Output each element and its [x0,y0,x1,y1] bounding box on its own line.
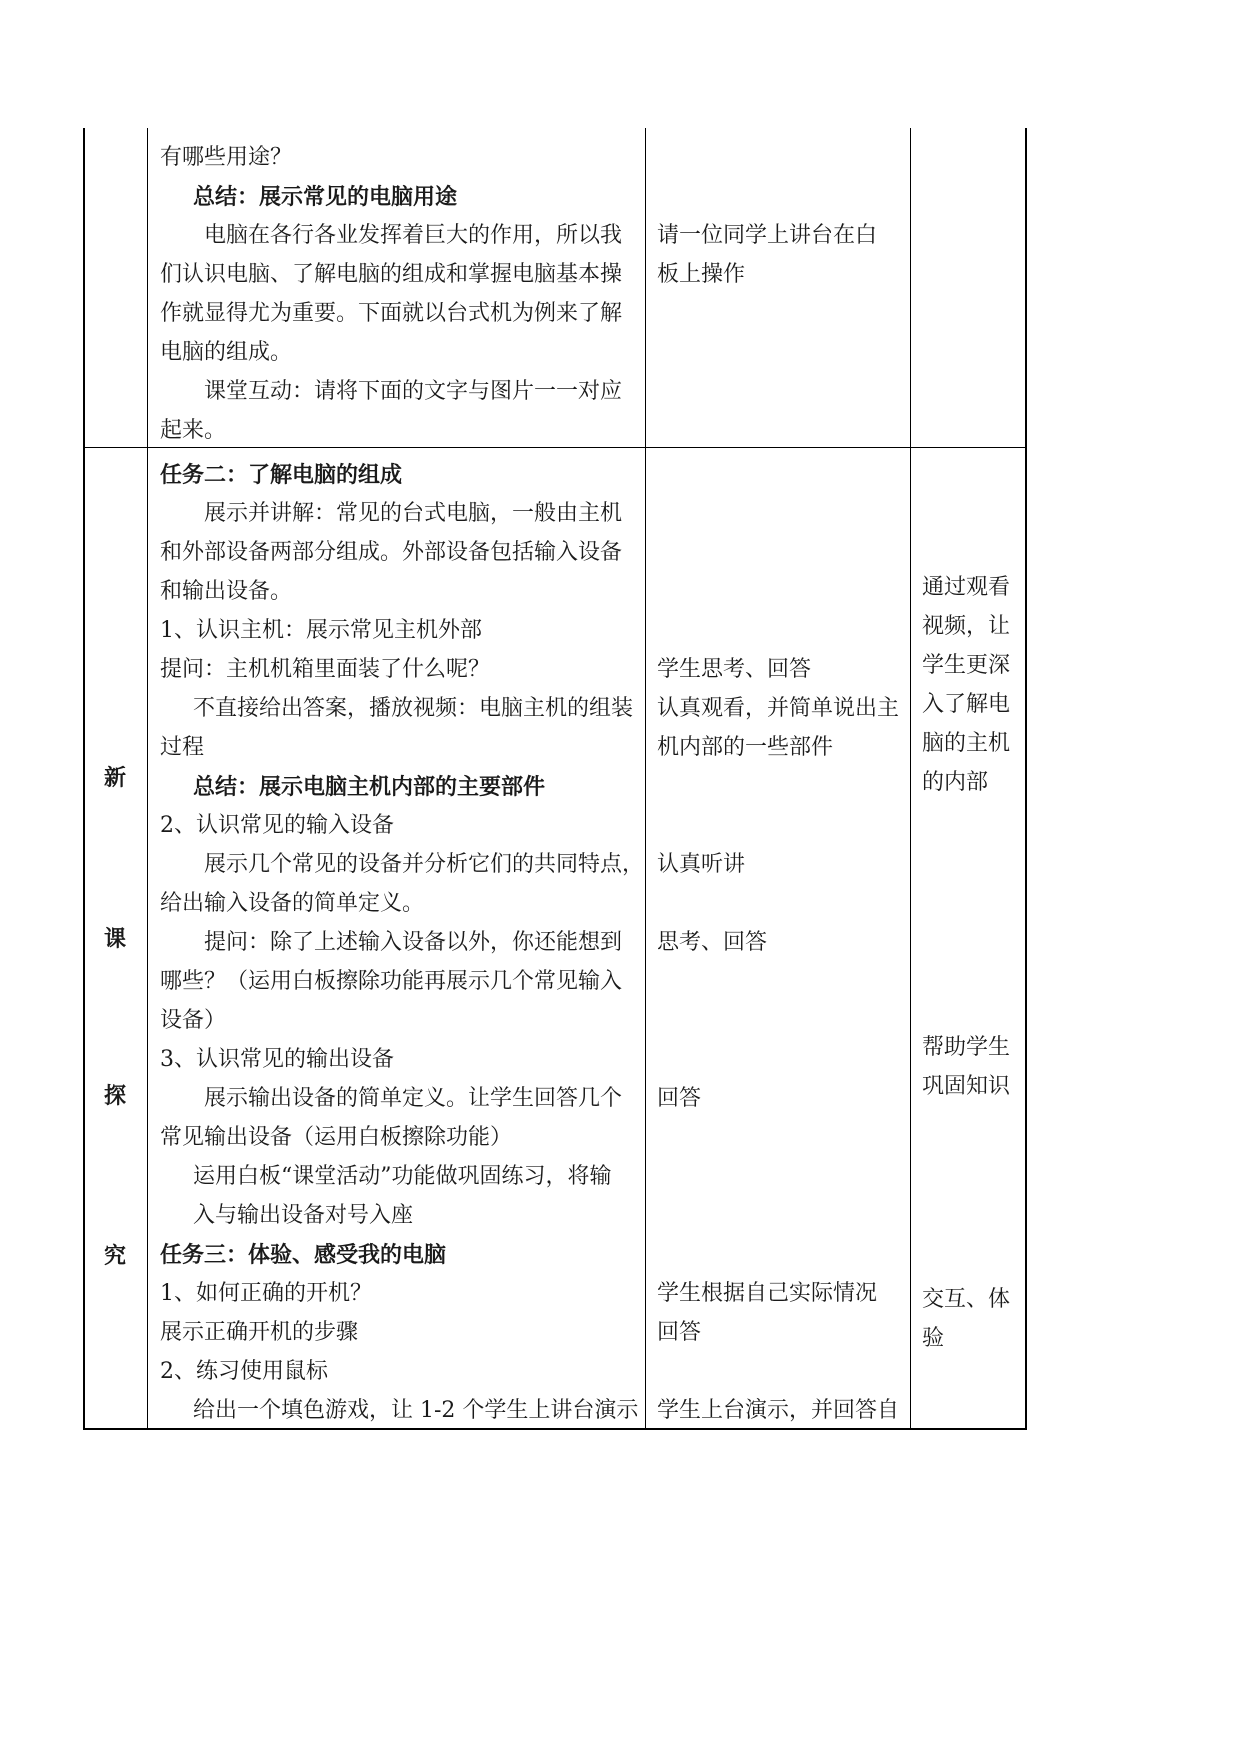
summary-heading: 总结：展示电脑主机内部的主要部件 [193,774,546,800]
text-line: 的内部 [922,770,989,795]
text-line: 思考、回答 [657,930,768,955]
text-line: 提问：主机机箱里面装了什么呢？ [160,657,491,682]
table-divider-1 [147,128,148,1430]
section-char: 探 [104,1083,127,1109]
summary-heading: 总结：展示常见的电脑用途 [193,184,458,210]
table-divider-2 [645,128,646,1430]
text-line: 入与输出设备对号入座 [193,1203,414,1228]
text-line: 巩固知识 [922,1074,1011,1099]
text-line: 3、认识常见的输出设备 [160,1047,394,1072]
text-line: 给出输入设备的简单定义。 [160,891,425,916]
text-line: 作就显得尤为重要。下面就以台式机为例来了解 [160,301,623,326]
text-line: 展示输出设备的简单定义。让学生回答几个 [204,1086,623,1111]
text-line: 回答 [657,1086,702,1111]
text-line: 认真观看，并简单说出主 [657,696,900,721]
text-line: 认真听讲 [657,852,746,877]
text-line: 展示并讲解：常见的台式电脑，一般由主机 [204,501,623,526]
text-line: 请一位同学上讲台在白 [657,223,878,248]
text-line: 们认识电脑、了解电脑的组成和掌握电脑基本操 [160,262,623,287]
text-line: 回答 [657,1320,702,1345]
text-line: 电脑在各行各业发挥着巨大的作用，所以我 [204,223,623,248]
text-line: 起来。 [160,418,227,443]
text-line: 验 [922,1326,945,1351]
text-line: 帮助学生 [922,1035,1011,1060]
text-line: 提问：除了上述输入设备以外，你还能想到 [204,930,623,955]
table-border-bottom [83,1428,1027,1430]
text-line: 给出一个填色游戏，让 1-2 个学生上讲台演示 [193,1398,639,1423]
text-line: 展示正确开机的步骤 [160,1320,359,1345]
text-line: 交互、体 [922,1287,1011,1312]
text-line: 1、认识主机：展示常见主机外部 [160,618,482,643]
text-line: 视频，让 [922,614,1011,639]
text-line: 电脑的组成。 [160,340,293,365]
text-line: 1、如何正确的开机？ [160,1281,372,1306]
text-line: 课堂互动：请将下面的文字与图片一一对应 [204,379,623,404]
text-line: 板上操作 [657,262,746,287]
text-line: 入了解电 [922,692,1011,717]
text-line: 学生上台演示，并回答自 [657,1398,900,1423]
table-border-right [1025,128,1027,1430]
text-line: 哪些？（运用白板擦除功能再展示几个常见输入 [160,969,623,994]
text-line: 机内部的一些部件 [657,735,834,760]
section-char: 究 [104,1243,127,1269]
text-line: 2、认识常见的输入设备 [160,813,394,838]
text-line: 脑的主机 [922,731,1011,756]
text-line: 2、练习使用鼠标 [160,1359,328,1384]
text-line: 和外部设备两部分组成。外部设备包括输入设备 [160,540,623,565]
text-line: 学生根据自己实际情况 [657,1281,878,1306]
text-line: 学生更深 [922,653,1011,678]
text-line: 设备） [160,1008,227,1033]
text-line: 通过观看 [922,575,1011,600]
table-divider-3 [910,128,911,1430]
section-char: 课 [104,926,127,952]
task-heading: 任务二：了解电脑的组成 [160,462,403,488]
table-border-left [83,128,85,1430]
task-heading: 任务三：体验、感受我的电脑 [160,1242,447,1268]
text-line: 过程 [160,735,205,760]
text-line: 有哪些用途？ [160,145,293,170]
text-line: 和输出设备。 [160,579,293,604]
text-line: 展示几个常见的设备并分析它们的共同特点， [204,852,645,877]
section-char: 新 [104,765,127,791]
text-line: 常见输出设备（运用白板擦除功能） [160,1125,513,1150]
row-separator [83,447,1027,448]
text-line: 运用白板“课堂活动”功能做巩固练习，将输 [193,1164,612,1189]
text-line: 不直接给出答案，播放视频：电脑主机的组装 [193,696,634,721]
text-line: 学生思考、回答 [657,657,812,682]
